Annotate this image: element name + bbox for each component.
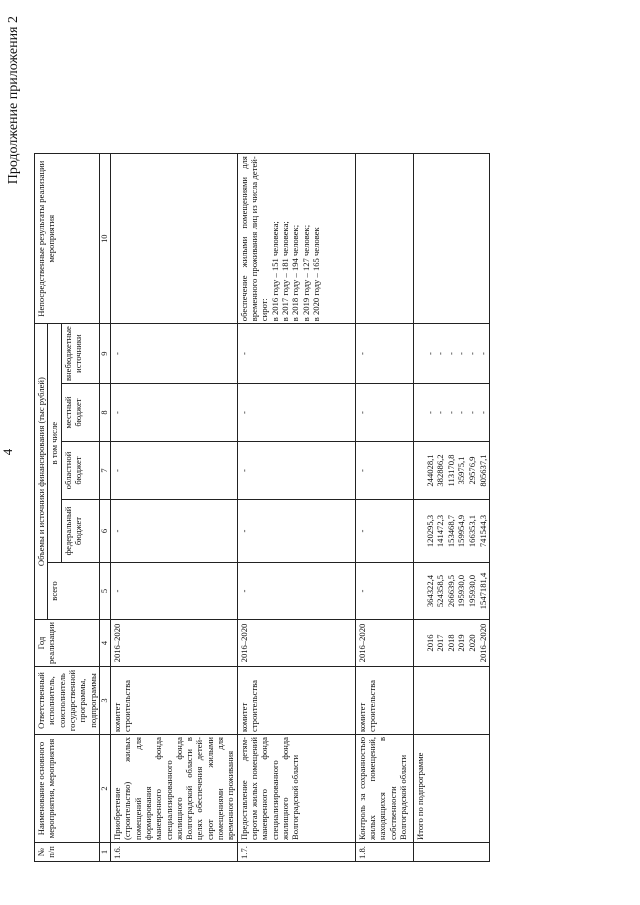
subtotal-total-value: 524358,5: [435, 574, 446, 608]
header-regional: областной бюджет: [61, 442, 99, 500]
row-executor: комитет строительства: [237, 667, 355, 735]
funding-table: [34, 153, 490, 862]
column-number: 8: [99, 384, 110, 442]
header-local: местный бюджет: [61, 384, 99, 442]
subtotal-local-value: -: [456, 411, 467, 414]
subtotal-extra-value: -: [424, 352, 435, 356]
subtotal-regional-value: 35975,1: [456, 456, 467, 485]
row-name: Контроль за сохранностью жилых помещений, находящихся в собственности Волгоградской области: [355, 735, 413, 843]
header-including: в том числе: [48, 324, 62, 563]
subtotal-regional: [413, 442, 490, 500]
subtotal-regional-value: 29576,9: [467, 456, 478, 485]
subtotal-local-value: -: [467, 411, 478, 414]
header-funding-group: Объемы и источники финансирования (тыс рублей): [35, 324, 48, 620]
row-total: -: [355, 563, 413, 620]
subtotal-year: 2018: [445, 634, 456, 652]
subtotal-label: Итого по подпрограмме: [413, 735, 490, 843]
row-regional: -: [237, 442, 355, 500]
subtotal-local-value: -: [445, 411, 456, 414]
row-federal: -: [355, 500, 413, 563]
subtotal-federal: [413, 500, 490, 563]
subtotal-regional-value: 113170,8: [445, 454, 456, 487]
header-num: № п/п: [35, 843, 100, 862]
table-row: [355, 154, 413, 862]
subtotal-extra: [413, 324, 490, 384]
subtotal-extra-value: -: [445, 352, 456, 356]
header-total: всего: [48, 563, 100, 620]
subtotal-federal-value: 741544,3: [477, 514, 488, 548]
column-number: 5: [99, 563, 110, 620]
row-local: -: [355, 384, 413, 442]
row-total: -: [110, 563, 237, 620]
subtotal-year: 2016–2020: [477, 623, 488, 663]
subtotal-federal-value: 166353,1: [467, 514, 478, 548]
subtotal-federal-value: 153468,7: [445, 514, 456, 548]
subtotal-year: 2019: [456, 634, 467, 652]
row-federal: -: [110, 500, 237, 563]
row-local: -: [110, 384, 237, 442]
header-federal: федеральный бюджет: [61, 500, 99, 563]
row-results: [355, 154, 413, 324]
row-executor: комитет строительства: [355, 667, 413, 735]
subtotal-extra-value: -: [456, 352, 467, 356]
subtotal-year: 2016: [424, 634, 435, 652]
column-number: 10: [99, 154, 110, 324]
header-year: Год реализации: [35, 620, 100, 667]
column-number: 6: [99, 500, 110, 563]
subtotal-years: [413, 620, 490, 667]
row-regional: -: [355, 442, 413, 500]
row-extra: -: [237, 324, 355, 384]
column-number: 2: [99, 735, 110, 843]
table-row: [110, 154, 237, 862]
subtotal-regional-value: 805637,1: [477, 454, 488, 487]
row-extra: -: [355, 324, 413, 384]
row-local: -: [237, 384, 355, 442]
table-row: [237, 154, 355, 862]
appendix-note: Продолжение приложения 2: [6, 16, 21, 185]
subtotal-local-value: -: [424, 411, 435, 414]
subtotal-extra-value: -: [477, 352, 488, 356]
row-federal: -: [237, 500, 355, 563]
row-year: 2016–2020: [110, 620, 237, 667]
subtotal-federal-value: 141472,3: [435, 514, 446, 548]
subtotal-year: 2020: [467, 634, 478, 652]
subtotal-total: [413, 563, 490, 620]
page-number: 4: [0, 448, 15, 456]
column-number: 7: [99, 442, 110, 500]
subtotal-federal-value: 120295,3: [424, 514, 435, 548]
subtotal-total-value: 1547181,4: [477, 572, 488, 610]
subtotal-federal-value: 159954,9: [456, 514, 467, 548]
subtotal-total-value: 266639,5: [445, 574, 456, 608]
row-name: Предоставление детям-сиротам жилых помещений маневренного фонда специализированного жилищного фонда Волгоградской области: [237, 735, 355, 843]
subtotal-extra-value: -: [467, 352, 478, 356]
subtotal-local: [413, 384, 490, 442]
subtotal-row: [413, 154, 490, 862]
row-year: 2016–2020: [237, 620, 355, 667]
subtotal-local-value: -: [477, 411, 488, 414]
subtotal-total-value: 195930,0: [456, 574, 467, 608]
subtotal-year: 2017: [435, 634, 446, 652]
column-number: 9: [99, 324, 110, 384]
header-extra: внебюджетные источники: [61, 324, 99, 384]
header-name: Наименование основного мероприятия, мероприятия: [35, 735, 100, 843]
column-number-row: [99, 154, 110, 862]
subtotal-regional-value: 382886,2: [435, 454, 446, 487]
row-name: Приобретение (строительство) жилых помещений для формирования маневренного фонда специализированного жилищного фонда Волгоградской области в целях обеспечения детей-сирот жилыми помещениями для временного проживания: [110, 735, 237, 843]
row-executor: комитет строительства: [110, 667, 237, 735]
row-results: обеспечение жилыми помещениями для временного проживания лиц из числа детей-сирот: в 2016 году – 151 человека; в 2017 году – 181 человека; в 2018 году – 194 человек; в 2019 году – 127 человек; в 2020 году – 165 человек: [237, 154, 355, 324]
row-extra: -: [110, 324, 237, 384]
subtotal-extra-value: -: [435, 352, 446, 356]
header-executor: Ответственный исполнитель, соисполнитель государственной программы, подпрограммы: [35, 667, 100, 735]
row-regional: -: [110, 442, 237, 500]
row-results: [110, 154, 237, 324]
subtotal-regional-value: 244028,1: [424, 454, 435, 487]
row-total: -: [237, 563, 355, 620]
subtotal-local-value: -: [435, 411, 446, 414]
subtotal-total-value: 195930,0: [467, 574, 478, 608]
row-number: 1.6.: [110, 843, 237, 862]
column-number: 1: [99, 843, 110, 862]
row-year: 2016–2020: [355, 620, 413, 667]
row-number: 1.8.: [355, 843, 413, 862]
column-number: 4: [99, 620, 110, 667]
subtotal-total-value: 364322,4: [424, 574, 435, 608]
header-results: Непосредственные результаты реализации мероприятия: [35, 154, 100, 324]
column-number: 3: [99, 667, 110, 735]
row-number: 1.7.: [237, 843, 355, 862]
